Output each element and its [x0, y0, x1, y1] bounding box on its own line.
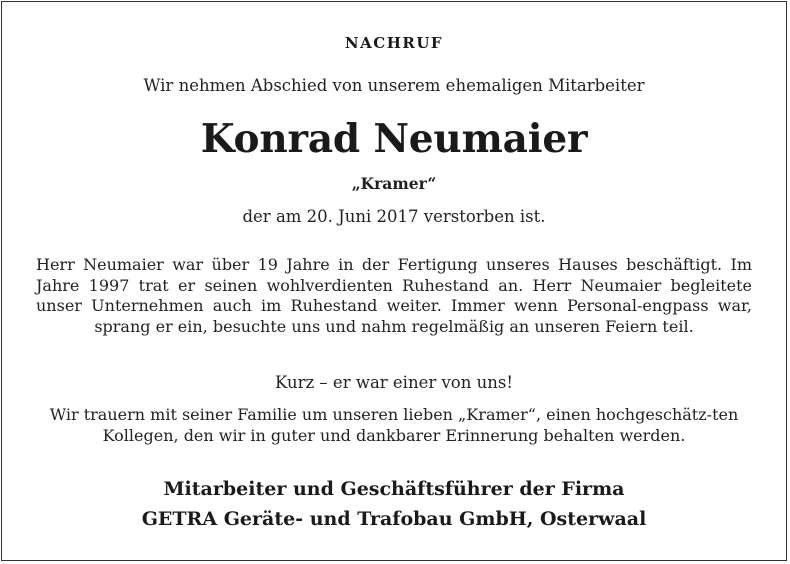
biography-paragraph: Herr Neumaier war über 19 Jahre in der Fertigung unseres Hauses beschäftigt. Im Jahre 1997 trat er seinen wohlverdienten Ruhestand an. Herr Neumaier begleitete unser Unternehmen auch im Ruhestand weiter. Immer wenn Personal-engpass war, sprang er ein, besuchte uns und nahm regelmäßig an unseren Feiern teil. — [36, 255, 752, 336]
death-date-line: der am 20. Juni 2017 verstorben ist. — [242, 207, 546, 226]
obituary-heading: NACHRUF — [344, 34, 444, 52]
mourning-paragraph: Wir trauern mit seiner Familie um unseren lieben „Kramer“, einen hochgeschätz-ten Kollegen, den wir in guter und dankbarer Erinnerung behalten werden. — [49, 405, 739, 445]
signature-line-1: Mitarbeiter und Geschäftsführer der Firma — [163, 478, 625, 500]
deceased-name: Konrad Neumaier — [200, 116, 588, 162]
signature-block — [36, 474, 752, 534]
intro-line: Wir nehmen Abschied von unserem ehemaligen Mitarbeiter — [143, 76, 645, 95]
deceased-nickname: „Kramer“ — [351, 174, 437, 193]
signature-line-2: GETRA Geräte- und Trafobau GmbH, Osterwaal — [141, 508, 647, 530]
closing-line: Kurz – er war einer von uns! — [275, 373, 513, 392]
